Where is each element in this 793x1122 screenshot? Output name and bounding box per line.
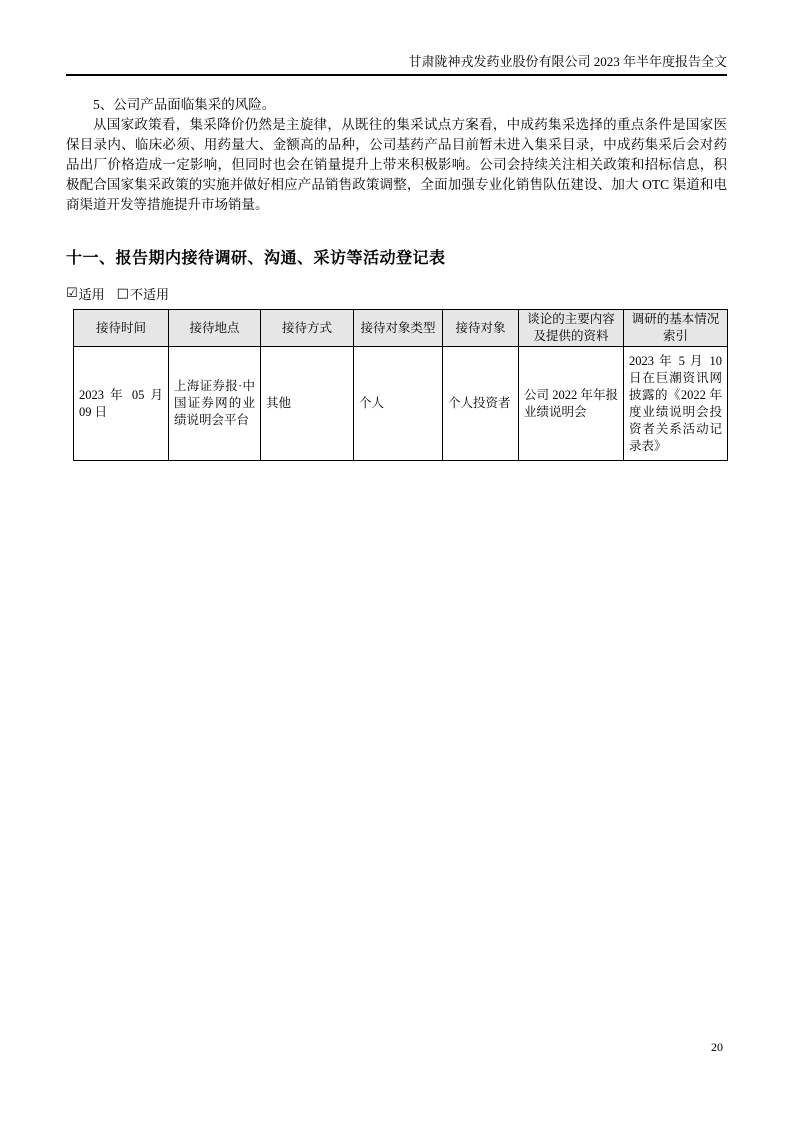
column-header-reception-place: 接待地点 (169, 310, 261, 347)
column-header-main-content: 谈论的主要内容及提供的资料 (519, 310, 624, 347)
checkbox-checked-icon: ☑ (66, 286, 78, 301)
cell-reception-time: 2023 年 05 月 09 日 (74, 347, 169, 461)
risk-paragraph: 从国家政策看，集采降价仍然是主旋律，从既往的集采试点方案看，中成药集采选择的重点条件是国家医保目录内、临床必须、用药量大、金额高的品种，公司基药产品目前暂未进入集采目录，中成药集采后会对药品出厂价格造成一定影响，但同时也会在销量提升上带来积极影响。公司会持续关注相关政策和招标信息，积极配合国家集采政策的实施并做好相应产品销售政策调整，全面加强专业化销售队伍建设、加大 OTC 渠道和电商渠道开发等措施提升市场销量。 (66, 117, 727, 212)
cell-object-type: 个人 (354, 347, 443, 461)
report-header-title: 甘肃陇神戎发药业股份有限公司 2023 年半年度报告全文 (408, 54, 727, 69)
not-applicable-option (117, 284, 169, 303)
page-content (66, 95, 727, 461)
section-heading: 十一、报告期内接待调研、沟通、采访等活动登记表 (66, 250, 446, 267)
table-row (74, 347, 728, 461)
page-number: 20 (711, 1040, 723, 1054)
cell-main-content: 公司 2022 年年报业绩说明会 (519, 347, 624, 461)
applicable-option (66, 284, 105, 303)
column-header-survey-index: 调研的基本情况索引 (624, 310, 728, 347)
applicable-label: 适用 (78, 287, 105, 302)
column-header-reception-object: 接待对象 (443, 310, 519, 347)
not-applicable-label: 不适用 (129, 287, 169, 302)
table-header-row (74, 310, 728, 347)
applicability-row (66, 284, 727, 303)
column-header-reception-time: 接待时间 (74, 310, 169, 347)
column-header-reception-method: 接待方式 (261, 310, 354, 347)
risk-item-title: 5、公司产品面临集采的风险。 (93, 97, 276, 112)
column-header-object-type: 接待对象类型 (354, 310, 443, 347)
cell-survey-index: 2023 年 5 月 10 日在巨潮资讯网披露的《2022 年度业绩说明会投资者关系活动记录表》 (624, 347, 728, 461)
cell-reception-object: 个人投资者 (443, 347, 519, 461)
report-header (66, 0, 727, 76)
cell-reception-method: 其他 (261, 347, 354, 461)
activity-registration-table (73, 309, 728, 461)
checkbox-unchecked-icon: □ (116, 286, 129, 301)
cell-reception-place: 上海证券报·中国证券网的业绩说明会平台 (169, 347, 261, 461)
